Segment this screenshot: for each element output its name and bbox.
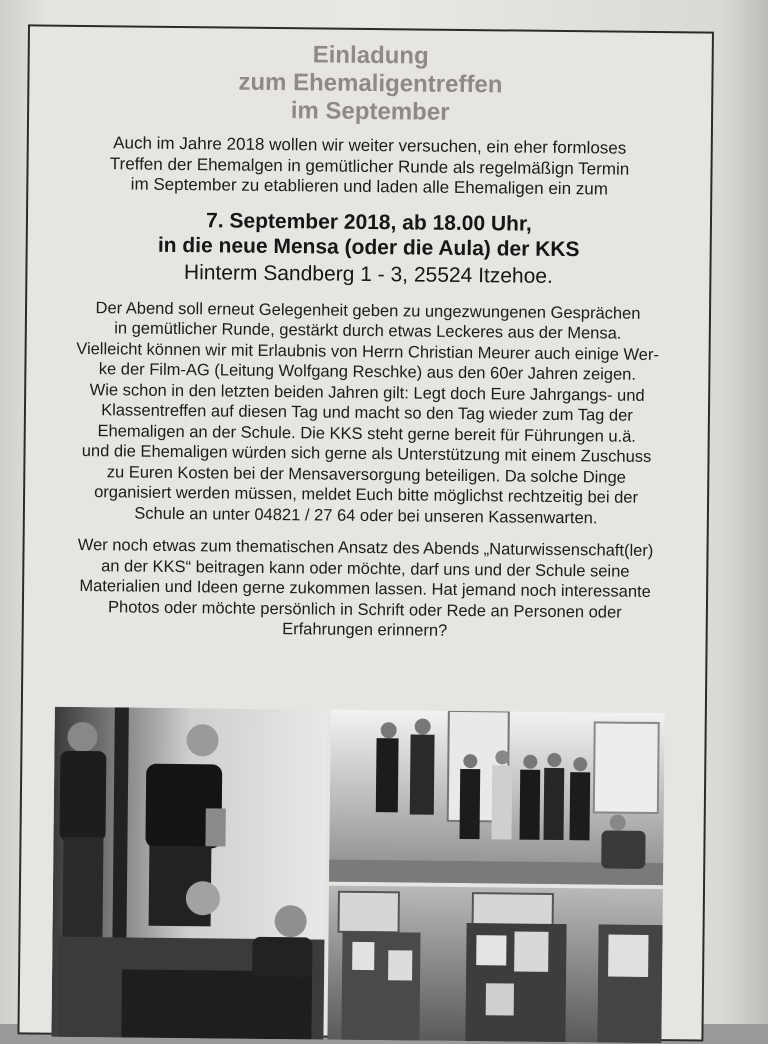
body1-line: Der Abend soll erneut Gelegenheit geben zu ungezwungenen Gesprächen [95,298,641,323]
body1-line: organisiert werden müssen, meldet Euch bitte möglichst rechtzeitig bei der [94,483,639,507]
body1-line: und die Ehemaligen würden sich gerne als Unterstützung mit einem Zuschuss [81,441,652,466]
intro-line-1: Auch im Jahre 2018 wollen wir weiter versuchen, ein eher formloses [113,133,627,158]
photo-collage [51,707,664,1043]
event-address: Hinterm Sandberg 1 - 3, 25524 Itzehoe. [183,260,553,288]
body2-line: Erfahrungen erinnern? [282,620,448,640]
body1-line: Ehemaligen an der Schule. Die KKS steht gerne bereit für Führungen u.ä. [97,421,637,446]
event-venue: in die neue Mensa (oder die Aula) der KKS [157,233,580,261]
photo-collage-image [51,707,664,1043]
body2-line: an der KKS“ beitragen kann oder möchte, darf uns und der Schule seine [101,556,630,581]
body1-line: Schule an unter 04821 / 27 64 oder bei unseren Kassenwarten. [134,504,598,527]
event-date-venue [28,206,710,263]
body2-line: Wer noch etwas zum thematischen Ansatz des Abends „Naturwissenschaft(ler) [77,535,654,560]
body1-line: Wie schon in den letzten beiden Jahren gilt: Legt doch Eure Jahrgangs- und [89,380,645,405]
photo-stage-performance [329,710,665,885]
body-paragraph-2 [24,534,707,644]
body1-line: Klassentreffen auf diesen Tag und macht so den Tag wieder zum Tag der [101,401,633,425]
body2-line: Photos oder möchte persönlich in Schrift oder Rede an Personen oder [108,597,622,622]
body1-line: zu Euren Kosten bei der Mensaversorgung beteiligen. Da solche Dinge [106,462,626,487]
photo-students-left [51,707,326,1040]
intro-line-3: im September zu etablieren und laden alle Ehemaligen ein zum [130,174,609,199]
body2-line: Materialien und Ideen gerne zukommen lassen. Hat jemand noch interessante [79,576,651,601]
title-line-2: zum Ehemaligentreffen [238,68,503,99]
photo-exhibition-room [327,886,663,1043]
invitation-frame [17,24,714,1041]
intro-line-2: Treffen der Ehemalgen in gemütlicher Runde als regelmäßign Termin [109,153,630,179]
event-date: 7. September 2018, ab 18.00 Uhr, [206,208,532,236]
body1-line: Vielleicht können wir mit Erlaubnis von Herrn Christian Meurer auch einige Wer- [76,339,660,364]
invitation-title [29,38,712,129]
body1-line: in gemütlicher Runde, gestärkt durch etwas Leckeres aus der Mensa. [114,319,622,343]
intro-paragraph [28,132,711,201]
title-line-1: Einladung [312,41,429,70]
body-paragraph-1 [25,297,709,530]
title-line-3: im September [290,97,450,126]
body1-line: ke der Film-AG (Leitung Wolfgang Reschke) aus den 60er Jahren zeigen. [98,360,637,384]
